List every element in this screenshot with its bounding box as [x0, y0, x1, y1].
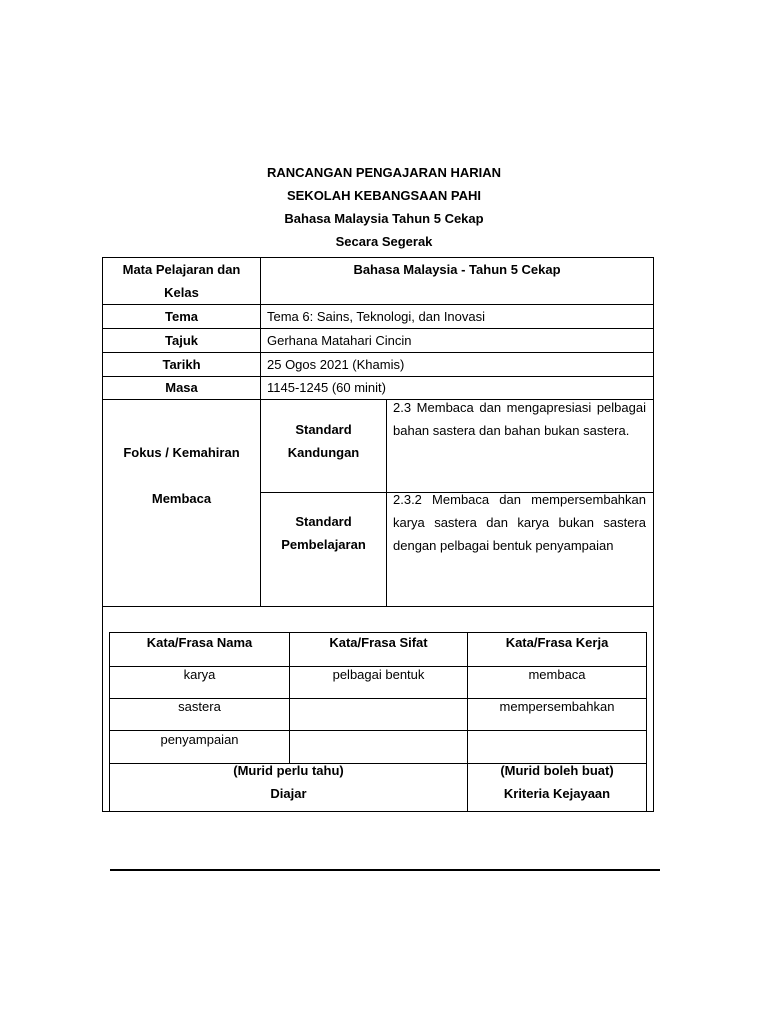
- footer-taught-label: Diajar: [270, 786, 307, 801]
- subject-value: Bahasa Malaysia - Tahun 5 Cekap: [353, 262, 561, 277]
- header-adjective-phrase: Kata/Frasa Sifat: [329, 635, 428, 650]
- word-cell: mempersembahkan: [499, 699, 615, 714]
- time-value: 1145-1245 (60 minit): [267, 380, 386, 395]
- topic-label: Tajuk: [165, 333, 198, 348]
- focus-label: Fokus / Kemahiran: [123, 445, 240, 460]
- lesson-plan-table: [102, 257, 654, 812]
- word-cell: penyampaian: [160, 732, 239, 747]
- content-standard-label-line-1: Standard: [295, 422, 352, 437]
- date-label: Tarikh: [162, 357, 201, 372]
- page-divider: [110, 869, 660, 871]
- learning-standard-label-line-1: Standard: [295, 514, 352, 529]
- row-divider: [103, 606, 653, 607]
- theme-value: Tema 6: Sains, Teknologi, dan Inovasi: [267, 309, 486, 324]
- word-cell: karya: [183, 667, 216, 682]
- document-title: RANCANGAN PENGAJARAN HARIAN: [266, 165, 501, 180]
- footer-can-do-line-1: (Murid boleh buat): [500, 763, 614, 778]
- time-label: Masa: [165, 380, 198, 395]
- subject-label-line-1: Mata Pelajaran dan: [122, 262, 241, 277]
- word-cell: pelbagai bentuk: [332, 667, 425, 682]
- subject-title: Bahasa Malaysia Tahun 5 Cekap: [284, 211, 484, 226]
- topic-value: Gerhana Matahari Cincin: [267, 333, 412, 348]
- focus-skill: Membaca: [151, 491, 212, 506]
- content-standard-label: [261, 418, 386, 464]
- footer-must-know: [110, 759, 467, 805]
- theme-label: Tema: [165, 309, 198, 324]
- footer-can-do: [468, 759, 646, 805]
- word-cell: sastera: [178, 699, 221, 714]
- footer-success-criteria-label: Kriteria Kejayaan: [503, 786, 611, 801]
- content-standard-label-line-2: Kandungan: [287, 445, 360, 460]
- learning-standard-label: [261, 510, 386, 556]
- footer-must-know-line-1: (Murid perlu tahu): [233, 763, 344, 778]
- subject-label-line-2: Kelas: [164, 285, 199, 300]
- school-name: SEKOLAH KEBANGSAAN PAHI: [286, 188, 482, 203]
- header-noun-phrase: Kata/Frasa Nama: [146, 635, 253, 650]
- header-verb-phrase: Kata/Frasa Kerja: [505, 635, 609, 650]
- mode-title: Secara Segerak: [335, 234, 433, 249]
- content-standard-text: 2.3 Membaca dan mengapresiasi pelbagai bahan sastera dan bahan bukan sastera.: [393, 400, 646, 438]
- vocabulary-table: [109, 632, 647, 812]
- word-cell: membaca: [528, 667, 586, 682]
- date-value: 25 Ogos 2021 (Khamis): [267, 357, 405, 372]
- column-divider: [386, 399, 387, 606]
- learning-standard-text: 2.3.2 Membaca dan mempersembahkan karya sastera dan karya bukan sastera dengan pelbagai bentuk penyampaian: [393, 492, 646, 553]
- learning-standard-label-line-2: Pembelajaran: [281, 537, 366, 552]
- subject-label: [103, 258, 260, 304]
